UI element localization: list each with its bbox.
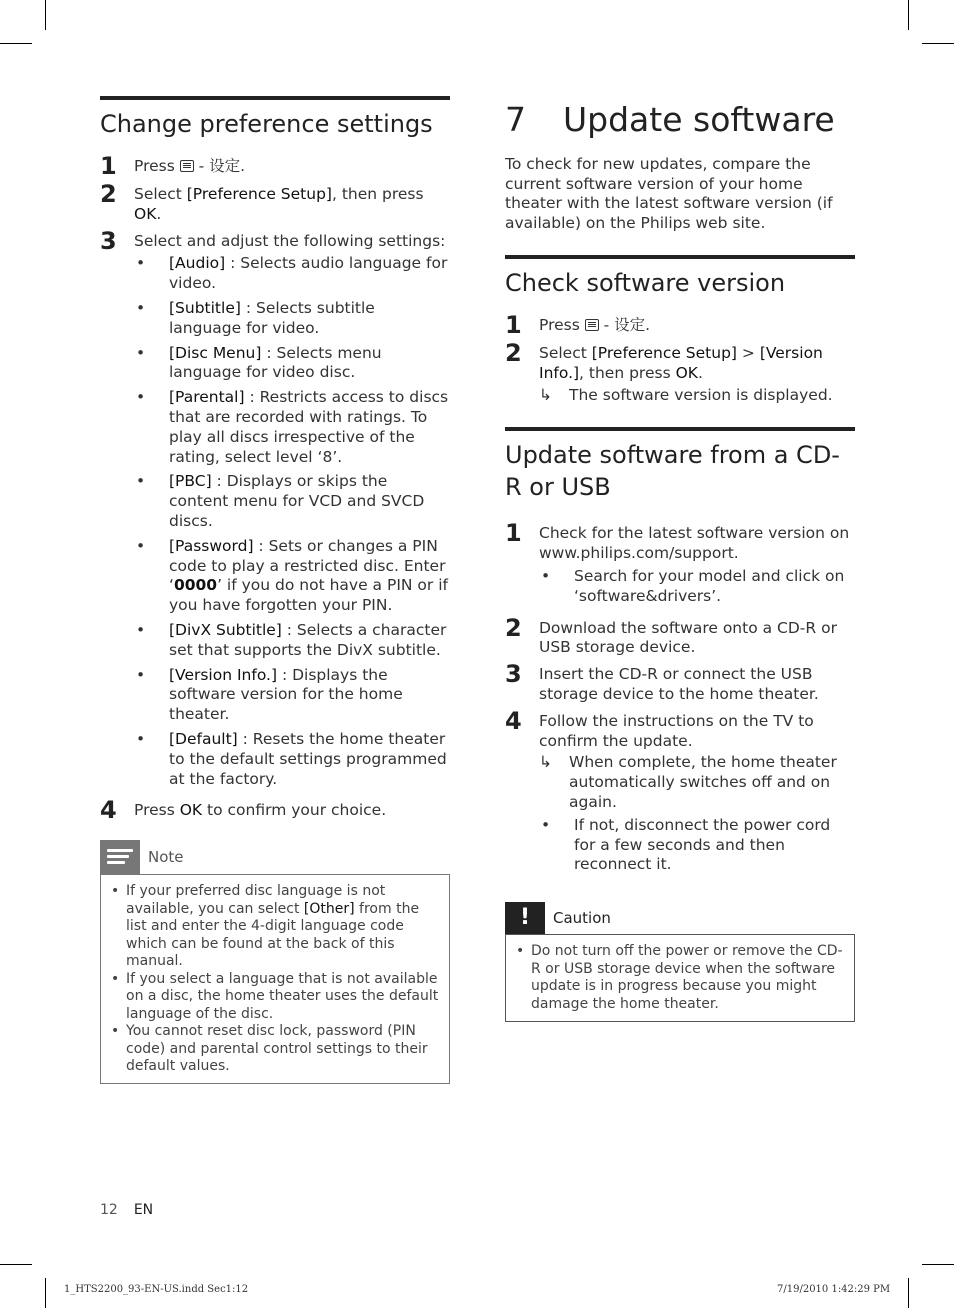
settings-list <box>134 254 450 789</box>
list-item: • Do not turn off the power or remove the CD-R or USB storage device when the software update is in progress because you might damage the home theater. <box>514 943 844 1013</box>
step-text: Select [Preference Setup] > [Version Info.], then press OK. ↳ The software version is displayed. <box>539 341 855 405</box>
crop-mark <box>908 0 909 30</box>
list-item: • [Disc Menu] : Selects menu language for video disc. <box>134 344 450 384</box>
crop-mark <box>0 43 32 44</box>
arrow-icon: ↳ <box>539 385 552 404</box>
list-item: • [Default] : Resets the home theater to the default settings programmed at the factory. <box>134 730 450 789</box>
section-title: Update software from a CD-R or USB <box>505 441 840 502</box>
language-code: EN <box>133 1202 154 1218</box>
step-number: 2 <box>505 339 522 367</box>
step-text: Check for the latest software version on www.philips.com/support. • Search for your model and click on ‘software&drivers’. <box>539 521 855 611</box>
menu-icon <box>180 160 194 172</box>
list-item: • If your preferred disc language is not available, you can select [Other] from the list and enter the 4-digit language code which can be found at the back of this manual. <box>109 883 439 971</box>
step-text: Press - 设定. <box>134 157 246 175</box>
page-footer <box>100 1202 153 1218</box>
step-number: 4 <box>100 796 117 825</box>
step-number: 2 <box>100 180 117 208</box>
section-header <box>505 427 855 503</box>
print-slug-file: 1_HTS2200_93-EN-US.indd Sec1:12 <box>64 1284 249 1295</box>
list-item: • [Version Info.] : Displays the software version for the home theater. <box>134 666 450 725</box>
note-icon <box>100 840 140 874</box>
step <box>100 796 450 825</box>
chapter-title: Update software <box>563 100 835 139</box>
step <box>100 226 450 795</box>
note-box <box>100 840 450 1084</box>
list-item: • [Password] : Sets or changes a PIN code to play a restricted disc. Enter ‘0000’ if you do not have a PIN or if you have forgotten your PIN. <box>134 537 450 616</box>
menu-icon <box>585 319 599 331</box>
page-number: 12 <box>100 1202 118 1218</box>
crop-mark <box>0 1264 32 1265</box>
list-item: • If not, disconnect the power cord for a few seconds and then reconnect it. <box>539 816 855 875</box>
step-text: Download the software onto a CD-R or USB storage device. <box>539 618 837 657</box>
step-text: Follow the instructions on the TV to confirm the update. ↳ When complete, the home theater automatically switches off and on again. • If not, disconnect the power cord for a few seconds and then reconnect it. <box>539 709 855 880</box>
step <box>505 313 855 337</box>
step-text: Insert the CD-R or connect the USB storage device to the home theater. <box>539 665 819 703</box>
step <box>505 521 855 611</box>
section-title: Change preference settings <box>100 110 433 138</box>
step-text: Press OK to confirm your choice. <box>134 801 387 820</box>
step <box>505 662 855 705</box>
note-label: Note <box>148 848 184 867</box>
list-item: • [Audio] : Selects audio language for video. <box>134 254 450 294</box>
caution-header <box>505 902 855 934</box>
section-title: Check software version <box>505 269 786 297</box>
list-item: • [Parental] : Restricts access to discs that are recorded with ratings. To play all discs irrespective of the rating, select level ‘8’. <box>134 388 450 467</box>
list-item: • [Subtitle] : Selects subtitle language for video. <box>134 299 450 339</box>
list-item: • Search for your model and click on ‘software&drivers’. <box>539 567 855 607</box>
step-text: Select and adjust the following settings: • [Audio] : Selects audio language for video. • [Subtitle] : Selects subtitle language for video. • [Disc Menu] : Selects menu language for video disc. • [Parental] : Restricts access to discs that are recorded with ratings. To play all discs irrespective of the rating, select level ‘8’. • [PBC] : Displays or skips the content menu for VCD and SVCD discs. • [Password] : Sets or changes a PIN code to play a restricted disc. Enter ‘0000’ if you do not have a PIN or if you have forgotten your PIN. • [DivX Subtitle] : Selects a character set that supports the DivX subtitle. • [Version Info.] : Displays the software version for the home theater. • [Default] : Resets the home theater to the default settings programmed at the factory. <box>134 229 450 795</box>
step <box>100 182 450 225</box>
step-number: 4 <box>505 706 522 735</box>
step <box>100 154 450 178</box>
result-item: ↳ The software version is displayed. <box>539 385 833 404</box>
list-item: • [DivX Subtitle] : Selects a character set that supports the DivX subtitle. <box>134 621 450 661</box>
section-header <box>100 96 450 140</box>
step <box>505 341 855 405</box>
step <box>505 613 855 659</box>
crop-mark <box>922 43 954 44</box>
print-slug-date: 7/19/2010 1:42:29 PM <box>777 1284 891 1295</box>
crop-mark <box>45 0 46 30</box>
step-text: Select [Preference Setup], then press OK. <box>134 185 424 223</box>
chapter-number: 7 <box>505 100 526 139</box>
step-number: 1 <box>100 152 117 180</box>
crop-mark <box>908 1278 909 1308</box>
step-text: Press - 设定. <box>539 316 651 334</box>
chapter-heading <box>505 100 855 139</box>
left-column <box>100 96 450 1084</box>
intro-text: To check for new updates, compare the current software version of your home theater with the latest software version (if available) on the Philips web site. <box>505 155 833 232</box>
step <box>505 706 855 880</box>
note-body <box>100 874 450 1084</box>
crop-mark <box>922 1264 954 1265</box>
caution-label: Caution <box>553 909 611 928</box>
step-number: 3 <box>505 660 522 689</box>
crop-mark <box>45 1278 46 1308</box>
step-number: 2 <box>505 613 522 642</box>
step-number: 1 <box>505 519 522 548</box>
step-number: 1 <box>505 311 522 339</box>
note-header <box>100 840 450 874</box>
result-item: ↳ When complete, the home theater automatically switches off and on again. <box>539 753 837 811</box>
arrow-icon: ↳ <box>539 753 552 772</box>
caution-body <box>505 934 855 1022</box>
caution-icon: ! <box>505 902 545 934</box>
list-item: • [PBC] : Displays or skips the content menu for VCD and SVCD discs. <box>134 472 450 531</box>
list-item: • You cannot reset disc lock, password (PIN code) and parental control settings to their default values. <box>109 1023 439 1076</box>
right-column <box>505 96 855 1022</box>
section-header <box>505 255 855 299</box>
list-item: • If you select a language that is not available on a disc, the home theater uses the default language of the disc. <box>109 971 439 1024</box>
step-number: 3 <box>100 226 117 255</box>
